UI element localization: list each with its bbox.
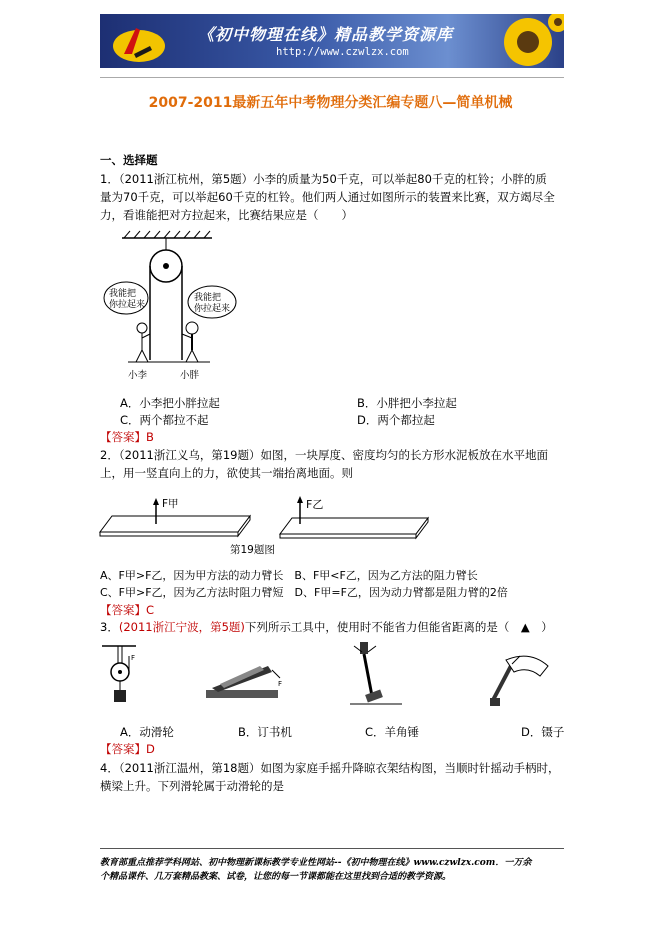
- q2-options-cd[interactable]: C、F甲>F乙，因为乙方法时阻力臂短 D、F甲=F乙，因为动力臂都是阻力臂的2倍: [100, 586, 508, 599]
- q1-bubble-right-2: 你拉起来: [194, 304, 231, 314]
- footer-line-1: 教育部重点推荐学科网站、初中物理新课标教学专业性网站--《初中物理在线》www.czwlzx.com．一万余: [100, 858, 532, 868]
- q1-line-1: 1．（2011浙江杭州，第5题）小李的质量为50千克，可以举起80千克的杠铃；小胖的质: [100, 172, 547, 186]
- q1-bubble-left-1: 我能把: [109, 289, 137, 299]
- q3-tools-figure: [100, 640, 560, 720]
- q1-bubble-right-1: 我能把: [194, 293, 222, 303]
- q2-figure-caption: 第19题图: [230, 544, 275, 556]
- header-divider: [100, 77, 564, 78]
- q2-line-1: 2．（2011浙江义乌，第19题）如图，一块厚度、密度均匀的长方形水泥板放在水平地面: [100, 448, 548, 462]
- q1-option-d[interactable]: D．两个都拉起: [357, 413, 435, 427]
- q2-slab-figure: [98, 494, 458, 542]
- q3-option-c[interactable]: C．羊角锤: [365, 725, 420, 739]
- q1-option-b[interactable]: B．小胖把小李拉起: [357, 396, 457, 410]
- q1-label-left: 小李: [128, 370, 148, 381]
- q2-answer: [100, 602, 154, 618]
- q3-number: 3．: [100, 620, 119, 634]
- banner-url[interactable]: http://www.czwlzx.com: [276, 46, 409, 58]
- q1-pulley-figure: [100, 228, 240, 390]
- q1-answer-value: B: [146, 430, 154, 444]
- header-banner: [100, 14, 564, 68]
- q1-answer-tag: 【答案】: [100, 430, 146, 444]
- q3-option-a[interactable]: A．动滑轮: [120, 725, 174, 739]
- q2-force-b-label: F乙: [306, 498, 324, 511]
- q4-line-2: 横梁上升。下列滑轮属于动滑轮的是: [100, 779, 284, 793]
- q1-answer: [100, 429, 154, 445]
- q2-answer-value: C: [146, 603, 155, 617]
- q3-stem-text: 下列所示工具中，使用时不能省力但能省距离的是（ ▲ ）: [244, 620, 553, 634]
- q1-option-c[interactable]: C．两个都拉不起: [120, 413, 209, 427]
- q1-line-2: 量为70千克，可以举起60千克的杠铃。他们两人通过如图所示的装置来比赛，双方竭尽全: [100, 190, 555, 204]
- sunflower-image: [478, 14, 564, 68]
- q3-option-d[interactable]: D．镊子: [521, 725, 565, 739]
- q2-line-2: 上，用一竖直向上的力，欲使其一端抬离地面。则: [100, 466, 353, 480]
- q3-answer-tag: 【答案】: [100, 742, 146, 756]
- footer-divider: [100, 848, 564, 849]
- q3-pulley-force-label: F: [131, 654, 136, 662]
- section-heading: 一、选择题: [100, 153, 158, 167]
- site-logo: [110, 20, 168, 64]
- q3-option-b[interactable]: B．订书机: [238, 725, 292, 739]
- q3-source: (2011浙江宁波，第5题): [118, 620, 245, 634]
- q1-line-3: 力，看谁能把对方拉起来，比赛结果应是（ ）: [100, 208, 353, 222]
- q1-label-right: 小胖: [180, 370, 200, 381]
- q3-answer: [100, 741, 155, 757]
- q1-option-a[interactable]: A．小李把小胖拉起: [120, 396, 220, 410]
- q1-bubble-left-2: 你拉起来: [109, 300, 146, 310]
- q3-stem: [100, 619, 553, 635]
- q3-stapler-force-label: F: [278, 680, 283, 688]
- q3-answer-value: D: [146, 742, 155, 756]
- document-title: 2007-2011最新五年中考物理分类汇编专题八—简单机械: [148, 95, 513, 111]
- q2-answer-tag: 【答案】: [100, 603, 146, 617]
- footer-line-2: 个精品课件、几万套精品教案、试卷，让您的每一节课都能在这里找到合适的教学资源。: [100, 872, 452, 882]
- footer: [100, 856, 564, 884]
- q2-force-a-label: F甲: [162, 498, 179, 510]
- banner-title: 《初中物理在线》精品教学资源库: [198, 25, 454, 44]
- q2-options-ab[interactable]: A、F甲>F乙，因为甲方法的动力臂长 B、F甲<F乙，因为乙方法的阻力臂长: [100, 569, 478, 582]
- q4-line-1: 4．（2011浙江温州，第18题）如图为家庭手摇升降晾衣架结构图，当顺时针摇动手柄时，: [100, 761, 560, 775]
